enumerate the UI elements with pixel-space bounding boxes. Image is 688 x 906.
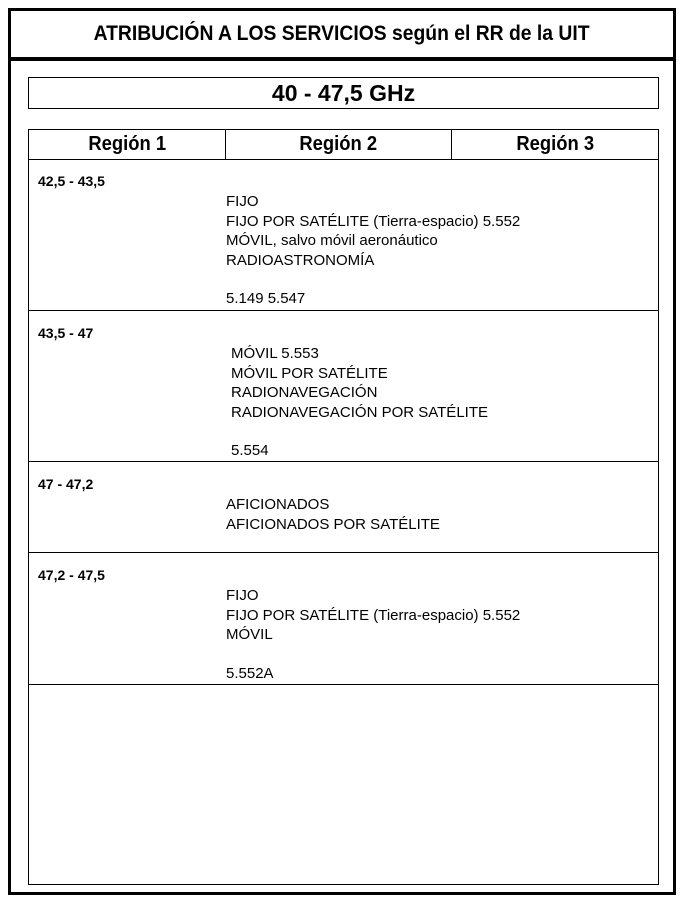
service-entry: MÓVIL	[226, 626, 273, 643]
region-2-header: Región 2	[226, 130, 452, 159]
service-list	[226, 495, 440, 534]
frequency-band-title: 40 - 47,5 GHz	[28, 77, 659, 109]
service-entry: MÓVIL POR SATÉLITE	[231, 364, 388, 382]
footnote-refs: 5.149 5.547	[226, 290, 306, 307]
service-entry: AFICIONADOS POR SATÉLITE	[226, 515, 440, 533]
service-entry: RADIOASTRONOMÍA	[226, 251, 375, 269]
service-entry: RADIONAVEGACIÓN POR SATÉLITE	[231, 403, 488, 421]
footnote-refs: 5.554	[231, 442, 269, 459]
page-title	[11, 11, 673, 61]
document-frame	[8, 8, 676, 895]
service-entry: AFICIONADOS	[226, 496, 330, 513]
service-entry: FIJO POR SATÉLITE (Tierra-espacio) 5.552	[226, 212, 521, 230]
service-entry: MÓVIL, salvo móvil aeronáutico	[226, 232, 438, 249]
service-list	[231, 344, 488, 461]
allocation-table	[28, 129, 659, 885]
allocation-row	[29, 159, 658, 311]
frequency-range: 47,2 - 47,5	[38, 567, 105, 583]
region-header-row	[29, 130, 658, 160]
frequency-range: 42,5 - 43,5	[38, 173, 105, 189]
page-title-text: ATRIBUCIÓN A LOS SERVICIOS según el RR de la UIT	[94, 22, 590, 45]
service-entry: RADIONAVEGACIÓN	[231, 384, 378, 401]
allocation-row	[29, 311, 658, 462]
service-list	[226, 586, 520, 683]
service-entry: FIJO POR SATÉLITE (Tierra-espacio) 5.552	[226, 606, 521, 624]
service-entry: MÓVIL 5.553	[231, 345, 319, 362]
region-1-header: Región 1	[29, 130, 226, 159]
allocation-row	[29, 462, 658, 553]
service-entry: FIJO	[226, 587, 259, 604]
region-3-header: Región 3	[516, 133, 594, 155]
frequency-range: 43,5 - 47	[38, 325, 94, 341]
service-list	[226, 192, 520, 309]
service-entry: FIJO	[226, 193, 259, 210]
footnote-refs: 5.552A	[226, 664, 274, 682]
allocation-row	[29, 553, 658, 685]
frequency-range: 47 - 47,2	[38, 476, 94, 492]
